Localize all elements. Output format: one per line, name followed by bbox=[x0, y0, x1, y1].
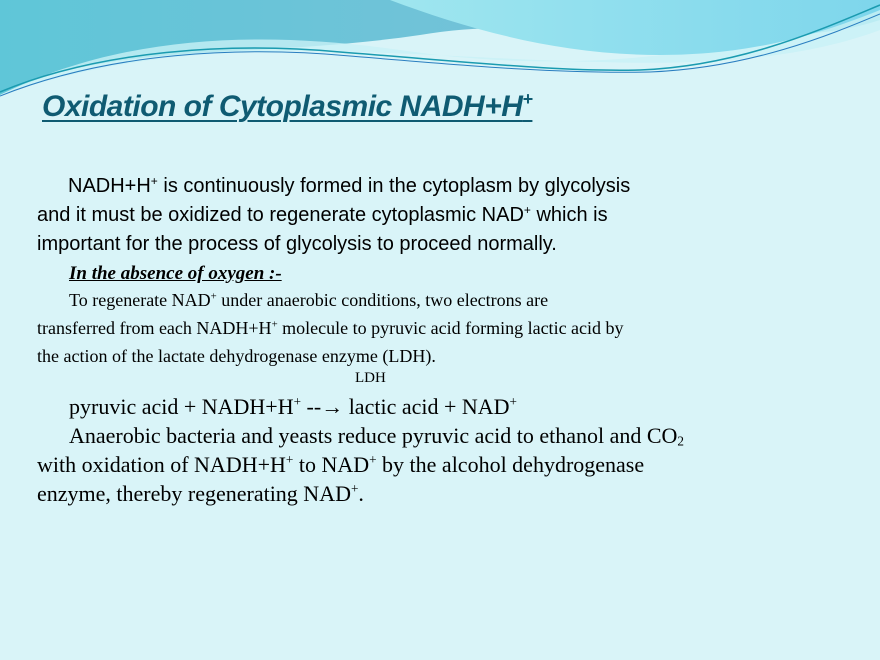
text-segment: transferred from each NADH+H bbox=[37, 318, 272, 338]
paragraph-line bbox=[37, 452, 644, 478]
text-segment: In the absence of oxygen :- bbox=[69, 263, 282, 284]
superscript: + bbox=[150, 173, 158, 188]
section-subheading bbox=[69, 263, 282, 285]
paragraph-line bbox=[37, 481, 364, 507]
superscript: + bbox=[271, 318, 278, 331]
paragraph-line bbox=[69, 290, 548, 311]
text-segment: . bbox=[358, 481, 364, 506]
text-segment: Oxidation of Cytoplasmic NADH+H bbox=[42, 90, 523, 123]
paragraph-line bbox=[69, 423, 684, 449]
superscript: + bbox=[285, 452, 294, 468]
text-segment: by the alcohol dehydrogenase bbox=[376, 452, 645, 477]
intro-line bbox=[37, 204, 608, 227]
intro-line bbox=[37, 233, 557, 256]
slide-title bbox=[42, 90, 532, 124]
text-segment: to NAD bbox=[293, 452, 370, 477]
text-segment: which is bbox=[530, 204, 608, 226]
text-segment: NADH+H bbox=[68, 175, 151, 197]
superscript: + bbox=[293, 394, 302, 410]
text-segment: pyruvic acid + NADH+H bbox=[69, 394, 294, 419]
paragraph-line bbox=[37, 318, 624, 339]
reaction-equation bbox=[69, 394, 517, 420]
subscript: 2 bbox=[677, 433, 685, 449]
text-segment: --→ lactic acid + NAD bbox=[301, 394, 510, 419]
text-segment: under anaerobic conditions, two electrons are bbox=[216, 290, 549, 310]
text-segment: Anaerobic bacteria and yeasts reduce pyruvic acid to ethanol and CO bbox=[69, 423, 678, 448]
enzyme-label bbox=[355, 370, 386, 387]
intro-line bbox=[68, 175, 630, 198]
text-segment: enzyme, thereby regenerating NAD bbox=[37, 481, 351, 506]
superscript: + bbox=[509, 394, 517, 410]
paragraph-line bbox=[37, 346, 436, 367]
superscript: + bbox=[369, 452, 377, 468]
text-segment: To regenerate NAD bbox=[69, 290, 211, 310]
text-segment: is continuously formed in the cytoplasm by glycolysis bbox=[157, 175, 631, 197]
text-segment: with oxidation of NADH+H bbox=[37, 452, 286, 477]
superscript: + bbox=[522, 89, 533, 110]
text-segment: the action of the lactate dehydrogenase enzyme (LDH). bbox=[37, 346, 436, 366]
text-segment: and it must be oxidized to regenerate cytoplasmic NAD bbox=[37, 204, 524, 226]
text-segment: molecule to pyruvic acid forming lactic acid by bbox=[277, 318, 624, 338]
text-segment: LDH bbox=[355, 370, 386, 386]
superscript: + bbox=[210, 290, 217, 303]
superscript: + bbox=[523, 202, 531, 217]
text-segment: important for the process of glycolysis to proceed normally. bbox=[37, 233, 557, 255]
superscript: + bbox=[350, 481, 359, 497]
